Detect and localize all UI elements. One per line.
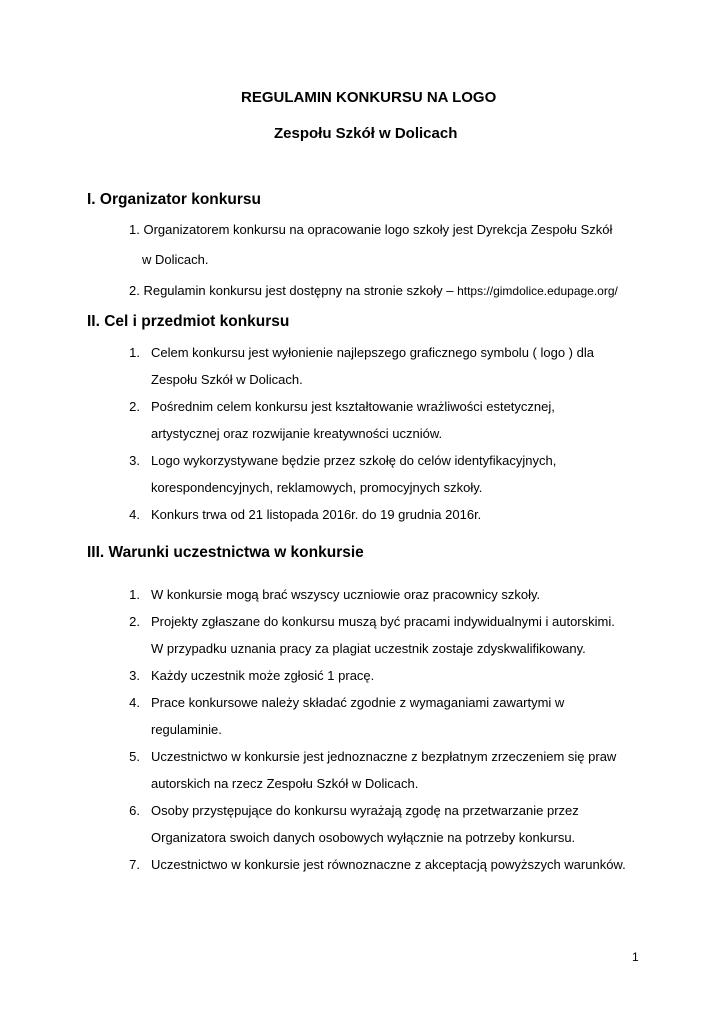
document-title: REGULAMIN KONKURSU NA LOGO [241, 89, 497, 106]
list-item-continuation: regulaminie. [151, 722, 222, 737]
list-item [129, 283, 618, 299]
list-number: 1. [129, 587, 140, 602]
list-item-continuation: Organizatora swoich danych osobowych wyłącznie na potrzeby konkursu. [151, 830, 576, 845]
list-number: 2. [129, 399, 140, 414]
list-number: 4. [129, 695, 140, 710]
list-item: 1. Organizatorem konkursu na opracowanie logo szkoły jest Dyrekcja Zespołu Szkół [129, 222, 613, 237]
list-item-continuation: korespondencyjnych, reklamowych, promocyjnych szkoły. [151, 480, 483, 495]
list-item: Projekty zgłaszane do konkursu muszą być pracami indywidualnymi i autorskimi. [151, 614, 615, 629]
list-item-continuation: artystycznej oraz rozwijanie kreatywności uczniów. [151, 426, 443, 441]
list-number: 4. [129, 507, 140, 522]
section-heading-goal: II. Cel i przedmiot konkursu [87, 313, 290, 330]
list-number: 2. [129, 614, 140, 629]
list-number: 5. [129, 749, 140, 764]
list-item: Logo wykorzystywane będzie przez szkołę do celów identyfikacyjnych, [151, 453, 557, 468]
list-item: Konkurs trwa od 21 listopada 2016r. do 19 grudnia 2016r. [151, 507, 482, 522]
page-number: 1 [632, 950, 639, 964]
list-number: 1. [129, 345, 140, 360]
list-number: 3. [129, 668, 140, 683]
document-subtitle: Zespołu Szkół w Dolicach [274, 125, 458, 142]
school-website-link[interactable]: https://gimdolice.edupage.org/ [457, 284, 618, 298]
list-number: 3. [129, 453, 140, 468]
list-item-continuation: W przypadku uznania pracy za plagiat uczestnik zostaje zdyskwalifikowany. [151, 641, 586, 656]
list-number: 7. [129, 857, 140, 872]
list-item: Pośrednim celem konkursu jest kształtowanie wrażliwości estetycznej, [151, 399, 555, 414]
list-item-text: 2. Regulamin konkursu jest dostępny na stronie szkoły – [129, 283, 454, 298]
section-heading-conditions: III. Warunki uczestnictwa w konkursie [87, 544, 364, 561]
list-item: Każdy uczestnik może zgłosić 1 pracę. [151, 668, 375, 683]
list-item-continuation: w Dolicach. [142, 252, 209, 267]
list-item: Prace konkursowe należy składać zgodnie z wymaganiami zawartymi w [151, 695, 565, 710]
list-item: Celem konkursu jest wyłonienie najlepszego graficznego symbolu ( logo ) dla [151, 345, 594, 360]
list-item: Osoby przystępujące do konkursu wyrażają zgodę na przetwarzanie przez [151, 803, 579, 818]
list-item-continuation: autorskich na rzecz Zespołu Szkół w Dolicach. [151, 776, 419, 791]
list-item: Uczestnictwo w konkursie jest równoznaczne z akceptacją powyższych warunków. [151, 857, 626, 872]
list-number: 6. [129, 803, 140, 818]
section-heading-organizer: I. Organizator konkursu [87, 191, 261, 208]
list-item: W konkursie mogą brać wszyscy uczniowie oraz pracownicy szkoły. [151, 587, 541, 602]
list-item: Uczestnictwo w konkursie jest jednoznaczne z bezpłatnym zrzeczeniem się praw [151, 749, 617, 764]
list-item-continuation: Zespołu Szkół w Dolicach. [151, 372, 303, 387]
